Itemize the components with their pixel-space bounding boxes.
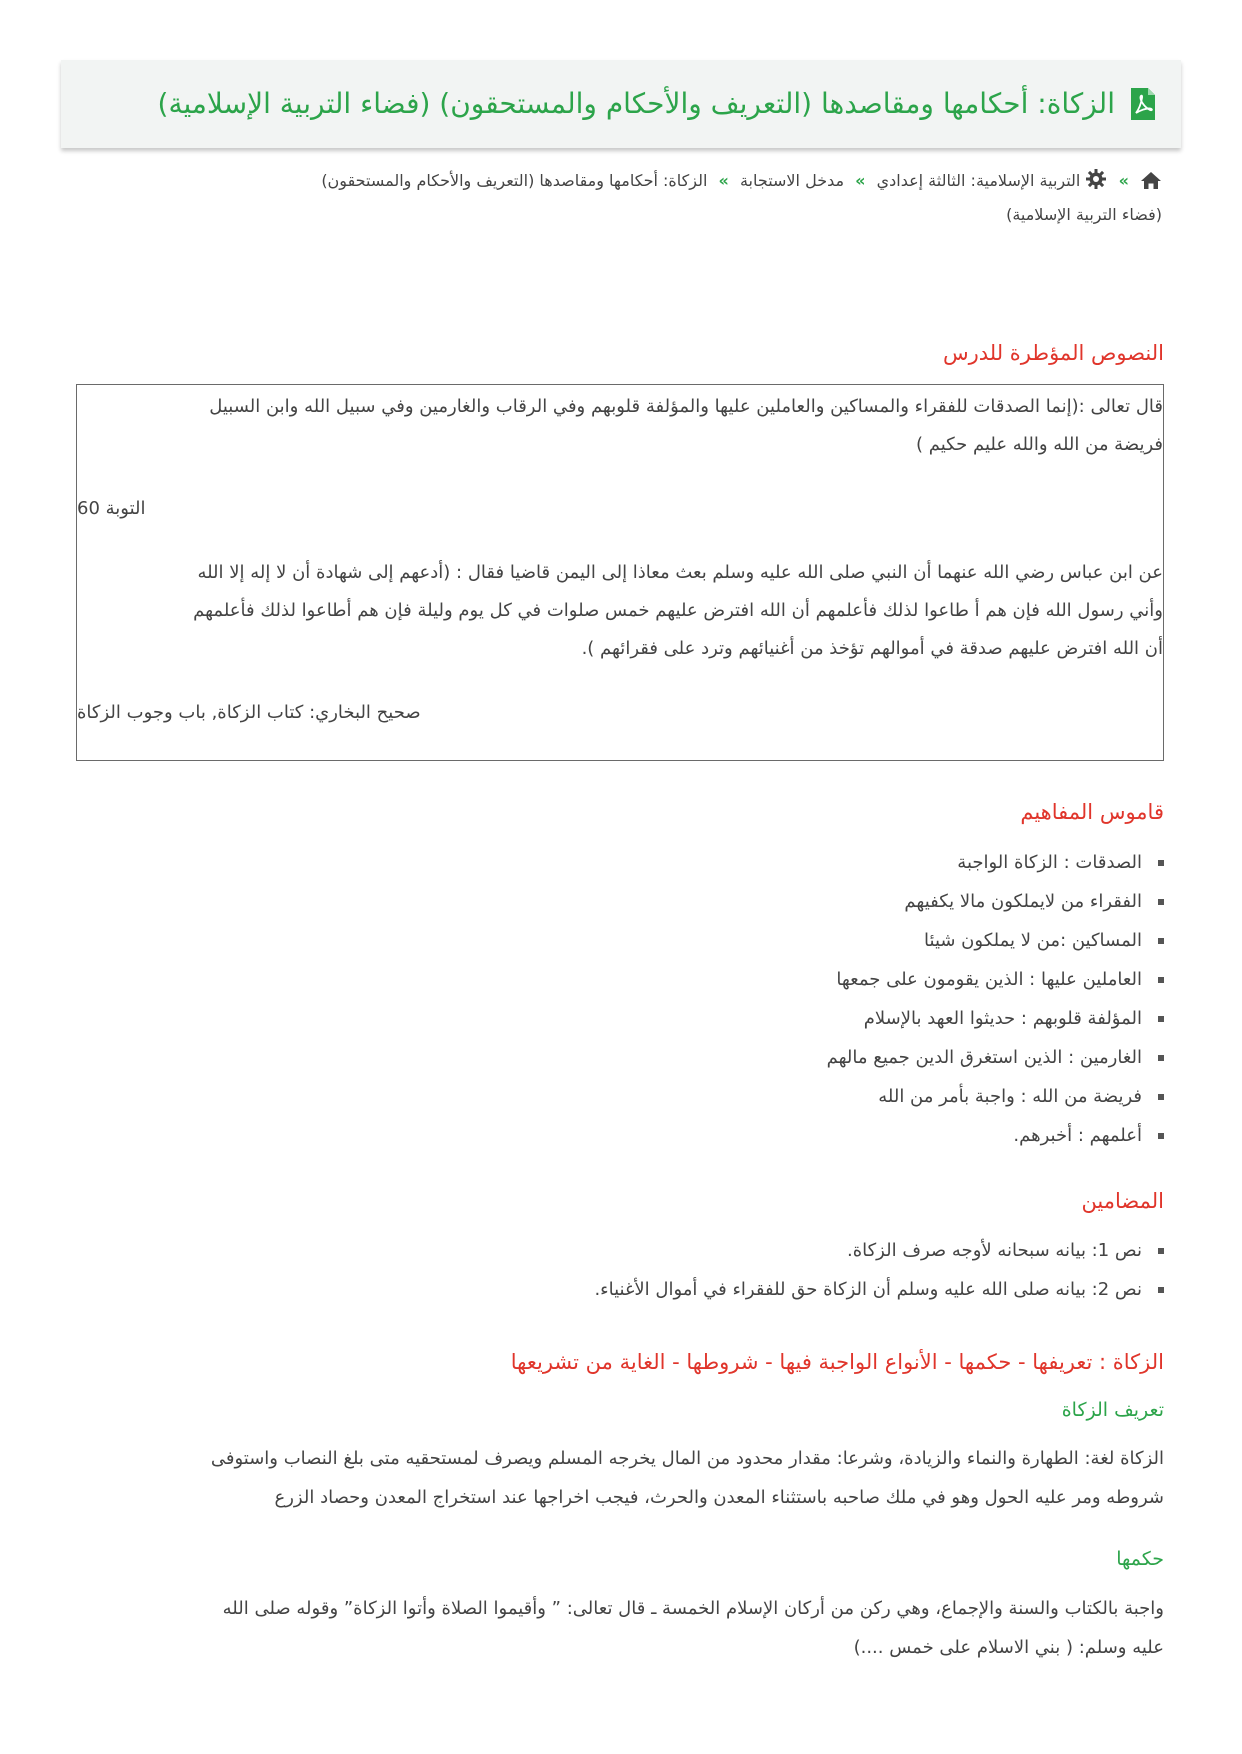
- concepts-heading: قاموس المفاهيم: [1020, 800, 1164, 824]
- concepts-list: [827, 843, 1164, 1155]
- breadcrumb-current-cont: (فضاء التربية الإسلامية): [1006, 205, 1162, 224]
- breadcrumb-separator: »: [718, 171, 729, 190]
- definition-line: الزكاة لغة: الطهارة والنماء والزيادة، وشرعا: مقدار محدود من المال يخرجه المسلم ويصرف لمستحقيه متى بلغ النصاب واستوفى: [210, 1448, 1164, 1469]
- gear-icon: [1085, 168, 1107, 200]
- list-item: المؤلفة قلوبهم : حديثوا العهد بالإسلام: [827, 999, 1164, 1038]
- breadcrumb-link-unit[interactable]: مدخل الاستجابة: [739, 171, 845, 190]
- bullet-icon: [1158, 899, 1164, 905]
- list-item: نص 2: بيانه صلى الله عليه وسلم أن الزكاة حق للفقراء في أموال الأغنياء.: [594, 1270, 1164, 1309]
- bullet-icon: [1158, 1055, 1164, 1061]
- list-item: الصدقات : الزكاة الواجبة: [827, 843, 1164, 882]
- ruling-heading: حكمها: [1116, 1548, 1164, 1570]
- bullet-icon: [1158, 860, 1164, 866]
- breadcrumb-separator: »: [1118, 171, 1129, 190]
- hadith-line: عن ابن عباس رضي الله عنهما أن النبي صلى الله عليه وسلم بعث معاذا إلى اليمن قاضيا فقال : (أدعهم إلى شهادة أن لا إله إلا الله: [197, 562, 1163, 583]
- hadith-reference: صحيح البخاري: كتاب الزكاة, باب وجوب الزكاة: [77, 702, 421, 723]
- hadith-line: أن الله افترض عليهم صدقة في أموالهم تؤخذ من أغنيائهم وترد على فقرائهم ).: [581, 638, 1163, 659]
- list-item: نص 1: بيانه سبحانه لأوجه صرف الزكاة.: [594, 1231, 1164, 1270]
- zakat-heading: الزكاة : تعريفها - حكمها - الأنواع الواجبة فيها - شروطها - الغاية من تشريعها: [510, 1350, 1164, 1374]
- list-item: أعلمهم : أخبرهم.: [827, 1116, 1164, 1155]
- ruling-line: عليه وسلم: ( بني الاسلام على خمس ....): [853, 1637, 1164, 1658]
- breadcrumb-link-subject[interactable]: التربية الإسلامية: الثالثة إعدادي: [876, 171, 1081, 190]
- bullet-icon: [1158, 1287, 1164, 1293]
- bullet-icon: [1158, 977, 1164, 983]
- bullet-icon: [1158, 1133, 1164, 1139]
- list-item: فريضة من الله : واجبة بأمر من الله: [827, 1077, 1164, 1116]
- bullet-icon: [1158, 938, 1164, 944]
- bullet-icon: [1158, 1094, 1164, 1100]
- framing-texts-heading: النصوص المؤطرة للدرس: [942, 341, 1164, 365]
- breadcrumb: [82, 166, 1162, 230]
- home-icon[interactable]: [1140, 170, 1162, 200]
- verse-reference: التوبة 60: [77, 498, 146, 519]
- framing-texts-box: [76, 384, 1164, 761]
- breadcrumb-current: الزكاة: أحكامها ومقاصدها (التعريف والأحكام والمستحقون): [321, 171, 708, 190]
- definition-heading: تعريف الزكاة: [1061, 1399, 1164, 1421]
- hadith-line: وأني رسول الله فإن هم أ طاعوا لذلك فأعلمهم أن الله افترض عليهم خمس صلوات في كل يوم وليلة فإن هم أطاعوا لذلك فأعلمهم: [193, 600, 1163, 621]
- bullet-icon: [1158, 1248, 1164, 1254]
- list-item: الفقراء من لايملكون مالا يكفيهم: [827, 882, 1164, 921]
- breadcrumb-separator: »: [855, 171, 866, 190]
- list-item: المساكين :من لا يملكون شيئا: [827, 921, 1164, 960]
- verse-line: فريضة من الله والله عليم حكيم ): [916, 434, 1163, 455]
- page-title: الزكاة: أحكامها ومقاصدها (التعريف والأحكام والمستحقون) (فضاء التربية الإسلامية): [157, 87, 1115, 120]
- list-item: الغارمين : الذين استغرق الدين جميع مالهم: [827, 1038, 1164, 1077]
- contents-heading: المضامين: [1081, 1189, 1164, 1213]
- verse-line: قال تعالى :(إنما الصدقات للفقراء والمساكين والعاملين عليها والمؤلفة قلوبهم وفي الرقاب والغارمين وفي سبيل الله وابن السبيل: [209, 396, 1163, 417]
- contents-list: [594, 1231, 1164, 1309]
- title-bar: [61, 60, 1181, 148]
- list-item: العاملين عليها : الذين يقومون على جمعها: [827, 960, 1164, 999]
- definition-line: شروطه ومر عليه الحول وهو في ملك صاحبه باستثناء المعدن والحرث، فيجب اخراجها عند استخراج المعدن وحصاد الزرع: [274, 1487, 1164, 1508]
- bullet-icon: [1158, 1016, 1164, 1022]
- pdf-icon[interactable]: [1129, 87, 1157, 121]
- ruling-line: واجبة بالكتاب والسنة والإجماع، وهي ركن من أركان الإسلام الخمسة ـ قال تعالى: ” وأقيموا الصلاة وأتوا الزكاة” وقوله صلى الله: [222, 1598, 1164, 1619]
